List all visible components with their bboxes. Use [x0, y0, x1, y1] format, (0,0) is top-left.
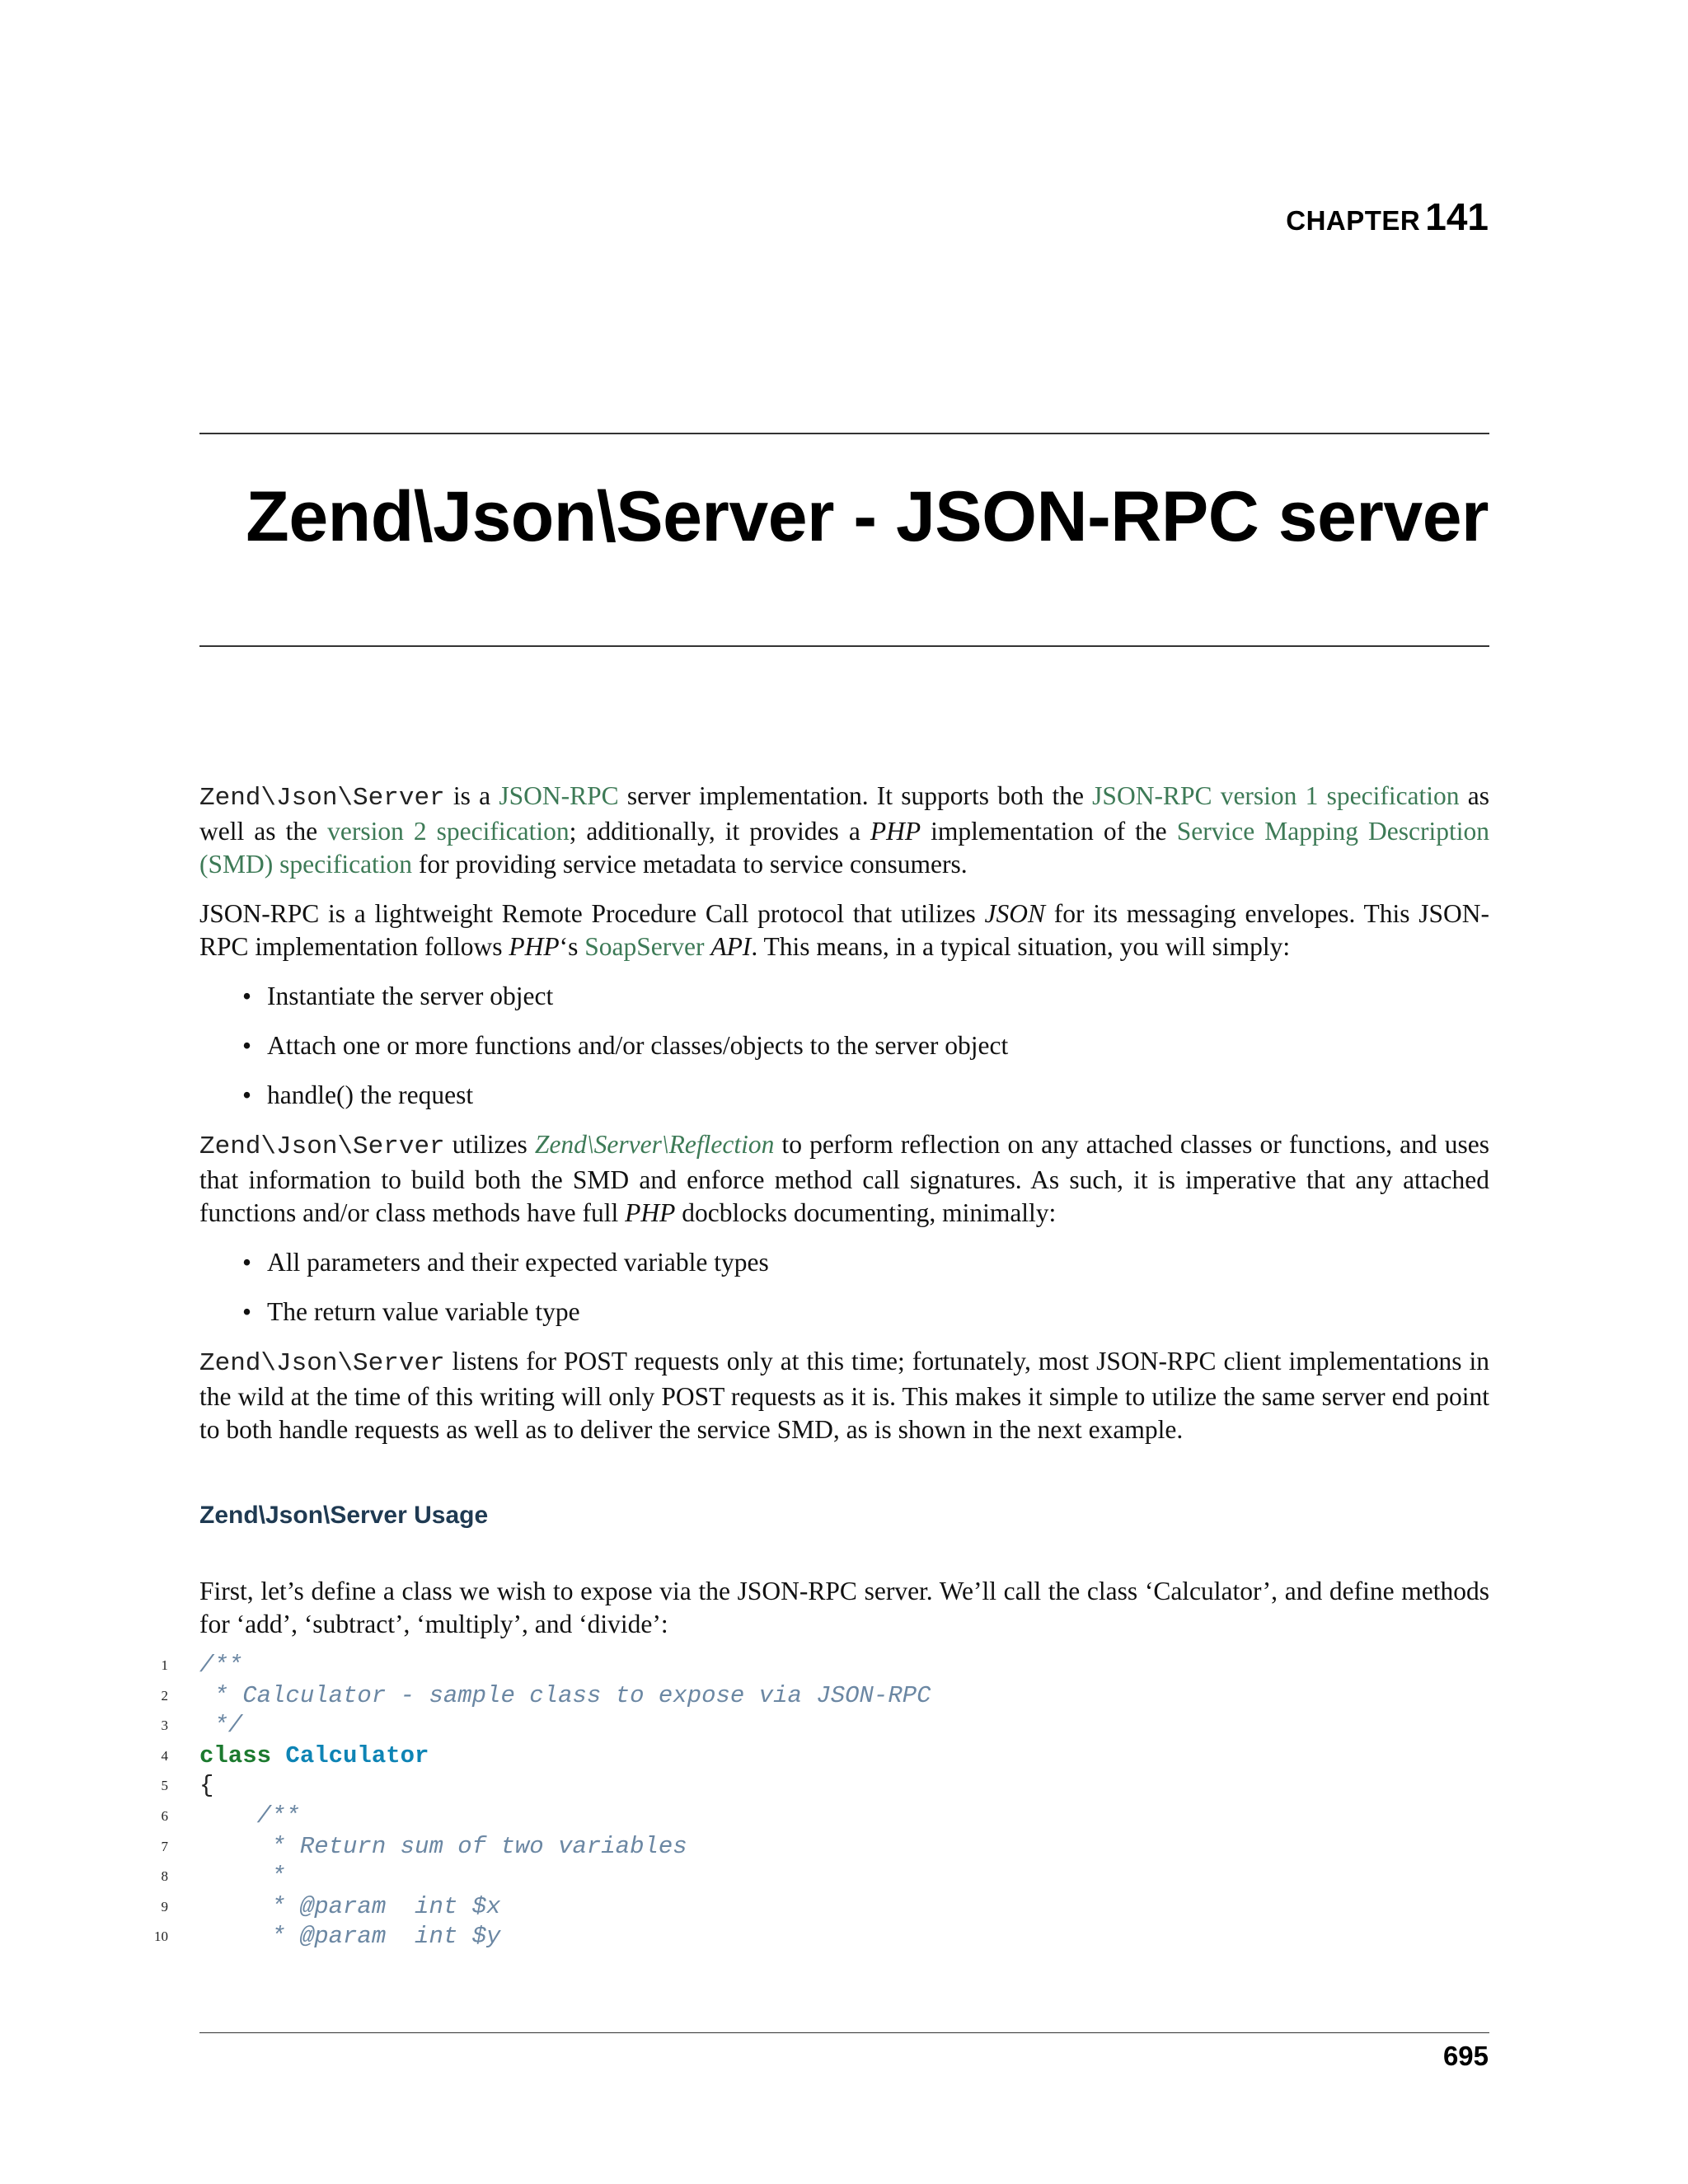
title-rule-bottom: [199, 645, 1489, 647]
code-line: 5 {: [0, 1771, 1688, 1802]
chapter-number: 141: [1425, 195, 1489, 238]
line-number: 4: [161, 1747, 168, 1764]
code-line: 2 * Calculator - sample class to expose via JSON-RPC: [0, 1681, 1688, 1712]
code-line: 1 /**: [0, 1651, 1688, 1681]
list-item: • All parameters and their expected variable types: [267, 1246, 1489, 1279]
page-title: Zend\Json\Server - JSON-RPC server: [246, 477, 1489, 556]
code-line: 6 /**: [0, 1802, 1688, 1832]
section-heading: Zend\Json\Server Usage: [199, 1502, 489, 1529]
list-item: • Instantiate the server object: [267, 980, 1489, 1013]
footer-rule: [199, 2032, 1489, 2033]
code-line: 9 * @param int $x: [0, 1892, 1688, 1923]
post-requests-paragraph: Zend\Json\Server listens for POST requests only at this time; fortunately, most JSON-RPC client implementations in the wild at the time of this writing will only POST requests as it is. This makes it simple to utilize the same server end point to both handle requests as well as to deliver the service SMD, as is shown in the next example.: [199, 1347, 1489, 1444]
line-number: 9: [161, 1898, 168, 1915]
list-item: • handle() the request: [267, 1079, 1489, 1112]
chapter-heading: [1286, 194, 1489, 239]
code-block: [0, 1651, 1688, 1952]
smd-spec-link[interactable]: Service Mapping Description (SMD) specification: [199, 817, 1489, 879]
line-number: 7: [161, 1838, 168, 1854]
steps-list: [199, 980, 1489, 1112]
jsonrpc-v1-spec-link[interactable]: JSON-RPC version 1 specification: [1092, 781, 1460, 810]
description-paragraph: JSON-RPC is a lightweight Remote Procedure Call protocol that utilizes JSON for its messaging envelopes. This JSON-RPC implementation follows PHP‘s SoapServer API. This means, in a typical situation, you will simply:: [199, 899, 1489, 961]
list-item: • Attach one or more functions and/or classes/objects to the server object: [267, 1029, 1489, 1062]
code-line: 8 *: [0, 1862, 1688, 1892]
literal-class-name: Zend\Json\Server: [199, 1349, 445, 1378]
main-content: [199, 780, 1489, 1657]
line-number: 5: [161, 1778, 168, 1794]
class-name: Calculator: [285, 1741, 429, 1769]
list-item: • The return value variable type: [267, 1296, 1489, 1329]
intro-paragraph: Zend\Json\Server is a JSON-RPC server implementation. It supports both the JSON-RPC version 1 specification as well as the version 2 specification; additionally, it provides a PHP implementation of the Service Mapping Description (SMD) specification for providing service metadata to service consumers.: [199, 781, 1490, 879]
literal-class-name: Zend\Json\Server: [199, 1132, 445, 1161]
line-number: 6: [161, 1807, 168, 1824]
line-number: 8: [161, 1868, 168, 1885]
chapter-label: CHAPTER: [1286, 205, 1421, 236]
page-number: 695: [1442, 2041, 1489, 2071]
v2-spec-link[interactable]: version 2 specification: [327, 817, 570, 846]
code-line: 7 * Return sum of two variables: [0, 1832, 1688, 1863]
literal-class-name: Zend\Json\Server: [199, 784, 445, 813]
usage-paragraph: First, let’s define a class we wish to expose via the JSON-RPC server. We’ll call the class ‘Calculator’, and define methods for ‘add’, ‘subtract’, ‘multiply’, and ‘divide’:: [199, 1577, 1489, 1638]
line-number: 10: [154, 1929, 168, 1945]
jsonrpc-link[interactable]: JSON-RPC: [499, 781, 619, 810]
line-number: 2: [161, 1687, 168, 1704]
docblock-requirements-list: [199, 1246, 1489, 1329]
reflection-link[interactable]: Zend\Server\Reflection: [534, 1130, 775, 1159]
code-line: [0, 1741, 1688, 1772]
line-number: 3: [161, 1718, 168, 1734]
code-line: 3 */: [0, 1711, 1688, 1741]
reflection-paragraph: Zend\Json\Server utilizes Zend\Server\Reflection to perform reflection on any attached classes or functions, and uses that information to build both the SMD and enforce method call signatures. As such, it is imperative that any attached functions and/or class methods have full PHP docblocks documenting, minimally:: [199, 1130, 1489, 1227]
line-number: 1: [161, 1657, 168, 1673]
code-line: 10 * @param int $y: [0, 1922, 1688, 1952]
soapserver-link[interactable]: SoapServer: [584, 932, 705, 961]
keyword: class: [199, 1741, 272, 1769]
title-rule-top: [199, 433, 1489, 434]
